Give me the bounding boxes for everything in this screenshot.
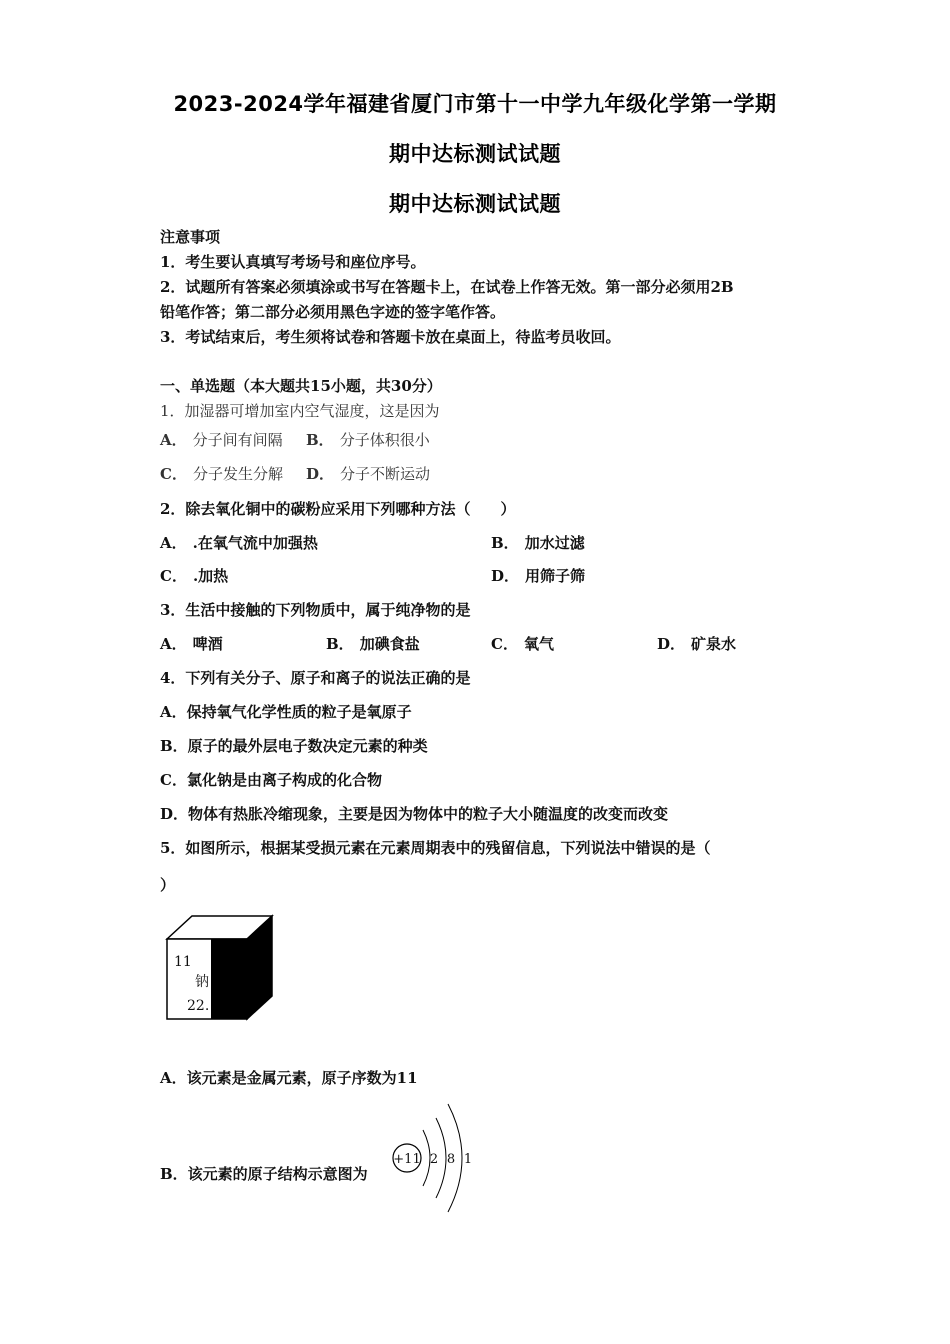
- option-key: B．: [306, 431, 334, 449]
- question-3-option-d: [657, 634, 736, 654]
- option-key: A．: [160, 431, 187, 449]
- option-key: B．: [326, 635, 354, 653]
- question-1-option-c: [160, 464, 283, 484]
- question-3-option-c: [491, 634, 554, 654]
- option-text: 用筛子筛: [525, 567, 586, 585]
- notice-item: 2．试题所有答案必须填涂或书写在答题卡上，在试卷上作答无效。第一部分必须用2B: [160, 278, 734, 296]
- title-line-2: 期中达标测试试题: [389, 142, 561, 166]
- question-1-option-a: [160, 430, 283, 450]
- question-4-option-a: A．保持氧气化学性质的粒子是氧原子: [160, 703, 412, 721]
- title-line-3: 期中达标测试试题: [389, 192, 561, 216]
- option-text: 分子不断运动: [340, 465, 431, 483]
- option-key: D．: [491, 567, 520, 585]
- option-key: C．: [491, 635, 518, 653]
- option-text: 矿泉水: [691, 635, 737, 653]
- question-2-option-a: [160, 533, 318, 553]
- title-line-1: 2023-2024学年福建省厦门市第十一中学九年级化学第一学期: [173, 92, 777, 116]
- nucleus-charge: +11: [393, 1152, 421, 1167]
- option-text: .在氧气流中加强热: [192, 534, 318, 552]
- option-text: 氧气: [523, 635, 554, 653]
- option-text: 分子发生分解: [192, 465, 283, 483]
- option-text: 分子体积很小: [339, 431, 430, 449]
- notice-item: 3．考试结束后，考生须将试卷和答题卡放在桌面上，待监考员收回。: [160, 328, 621, 346]
- question-4-option-d: D．物体有热胀冷缩现象，主要是因为物体中的粒子大小随温度的改变而改变: [160, 805, 669, 823]
- element-cell-figure: [164, 912, 276, 1022]
- shell-electron-count: 2: [429, 1152, 439, 1167]
- question-1-option-b: [306, 430, 430, 450]
- damaged-area: [211, 939, 247, 1019]
- question-5-option-b: B．该元素的原子结构示意图为: [160, 1165, 368, 1183]
- element-mass: 22.: [187, 998, 210, 1014]
- question-5-stem-end: ）: [160, 876, 176, 894]
- option-key: A．: [160, 534, 187, 552]
- element-number: 11: [174, 954, 192, 970]
- option-key: C．: [160, 465, 187, 483]
- question-2-option-b: [491, 533, 585, 553]
- question-3-stem: 3．生活中接触的下列物质中，属于纯净物的是: [160, 601, 471, 619]
- question-1-stem: 1．加湿器可增加室内空气湿度，这是因为: [160, 402, 440, 420]
- atomic-structure-diagram: [390, 1098, 480, 1214]
- question-4-option-c: C．氯化钠是由离子构成的化合物: [160, 771, 382, 789]
- notice-heading: 注意事项: [160, 228, 221, 246]
- question-3-option-a: [160, 634, 223, 654]
- option-key: B．: [491, 534, 519, 552]
- option-key: A．: [160, 635, 187, 653]
- question-2-option-c: [160, 566, 228, 586]
- notice-item: 铅笔作答；第二部分必须用黑色字迹的签字笔作答。: [160, 303, 506, 321]
- shell-electron-count: 1: [463, 1152, 473, 1167]
- question-4-stem: 4．下列有关分子、原子和离子的说法正确的是: [160, 669, 471, 687]
- question-3-option-b: [326, 634, 420, 654]
- option-key: C．: [160, 567, 187, 585]
- question-5-stem: 5．如图所示，根据某受损元素在元素周期表中的残留信息，下列说法中错误的是（: [160, 839, 711, 857]
- shell-electron-count: 8: [446, 1152, 456, 1167]
- option-text: 分子间有间隔: [192, 431, 283, 449]
- option-text: 啤酒: [192, 635, 223, 653]
- option-text: 加水过滤: [524, 534, 585, 552]
- question-4-option-b: B．原子的最外层电子数决定元素的种类: [160, 737, 428, 755]
- option-text: .加热: [192, 567, 229, 585]
- element-name: 钠: [195, 974, 209, 990]
- option-key: D．: [306, 465, 335, 483]
- question-2-option-d: [491, 566, 585, 586]
- question-1-option-d: [306, 464, 430, 484]
- question-2-stem: 2．除去氧化铜中的碳粉应采用下列哪种方法（ ）: [160, 500, 516, 518]
- section-heading: 一、单选题（本大题共15小题，共30分）: [160, 377, 442, 395]
- question-5-option-a: A．该元素是金属元素，原子序数为11: [160, 1069, 418, 1087]
- option-key: D．: [657, 635, 686, 653]
- notice-item: 1．考生要认真填写考场号和座位序号。: [160, 253, 426, 271]
- option-text: 加碘食盐: [359, 635, 420, 653]
